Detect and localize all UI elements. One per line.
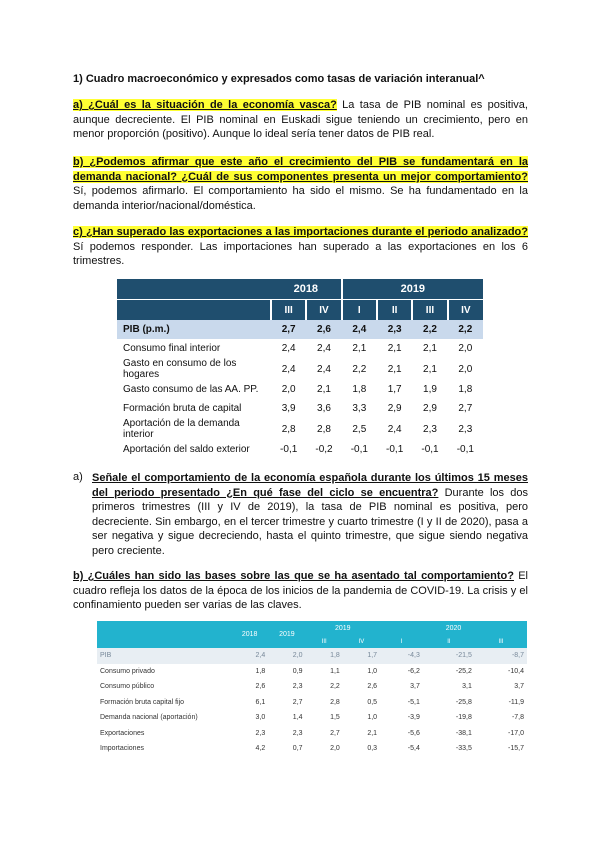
table-cell: 2,4 — [281, 343, 296, 354]
table-cell: -10,4 — [508, 667, 524, 675]
quarter-header: IV — [343, 635, 380, 648]
table-cell: 2,5 — [352, 423, 367, 435]
row-label: Gasto consumo de las AA. PP. — [123, 384, 259, 395]
quarter-header: I — [342, 300, 377, 321]
table-cell: 1,9 — [423, 384, 437, 395]
table-cell: 1,0 — [367, 667, 378, 675]
table-cell: -5,1 — [407, 698, 420, 706]
table-cell: -0,1 — [386, 444, 404, 455]
macro-table-spain — [97, 621, 527, 757]
table-cell: -0,1 — [421, 444, 439, 455]
row-label: Importaciones — [100, 745, 144, 753]
table-cell: -3,9 — [407, 714, 420, 722]
table-cell: 2,6 — [255, 683, 266, 691]
group-header: 2019 — [306, 621, 381, 635]
corner-cell — [97, 621, 231, 648]
table-cell: 1,5 — [330, 714, 340, 722]
table-row — [97, 695, 527, 711]
table-cell: 2,7 — [330, 729, 340, 737]
table-cell: -33,5 — [455, 745, 472, 753]
row-label: Aportación de la demanda interior — [123, 418, 240, 440]
table-cell: -17,0 — [508, 729, 524, 737]
table-cell: -5,6 — [407, 729, 420, 737]
row-label: Formación bruta de capital — [123, 403, 242, 414]
table-cell: 2,3 — [377, 320, 412, 339]
table-cell: 2,1 — [387, 363, 402, 375]
table-row — [97, 679, 527, 695]
table-cell: 2,0 — [281, 384, 296, 395]
corner-cell — [117, 279, 271, 300]
table-cell: 0,9 — [292, 667, 303, 675]
table-cell: 2,8 — [317, 423, 331, 435]
table-cell: 2,1 — [423, 343, 437, 354]
table-cell: 1,8 — [306, 648, 343, 664]
table-cell: -7,8 — [511, 714, 524, 722]
question-e-block — [73, 569, 528, 613]
table-cell: 2,2 — [352, 363, 367, 375]
table-cell: 2,3 — [292, 683, 303, 691]
table-cell: 1,8 — [458, 384, 473, 395]
table-cell: 3,7 — [410, 683, 420, 691]
answer-c: Sí podemos responder. Las importaciones han superado a las exportaciones en los 6 trimestres. — [73, 240, 528, 268]
table-cell: 3,3 — [352, 403, 367, 414]
table-cell: 1,1 — [330, 667, 340, 675]
question-e: b) ¿Cuáles han sido las bases sobre las que se ha asentado tal comportamiento? — [73, 570, 514, 582]
quarter-header: IV — [306, 300, 341, 321]
quarter-header: III — [412, 300, 447, 321]
table-cell: 2,1 — [317, 384, 331, 395]
group-header: 2020 — [380, 621, 527, 635]
table-cell: 2,6 — [306, 320, 341, 339]
table-row — [117, 339, 483, 358]
table-cell: -19,8 — [455, 714, 472, 722]
year-header: 2018 — [271, 279, 342, 300]
annual-header: 2018 — [231, 621, 268, 648]
table-cell: -0,1 — [280, 444, 298, 455]
table-cell: 1,0 — [367, 714, 378, 722]
answer-d: Durante los dos primeros trimestres (III y IV de 2019), la tasa de PIB nominal es positiva, pero decreciente. Sin embargo, en el tercer trimestre y cuarto trimestre (I y II de 2020), pasa a ser negativa y sigue decreciendo, hasta el quinto trimestre, que sigue siendo negativa pero creciente. — [92, 486, 528, 557]
quarter-header: III — [271, 300, 306, 321]
table-cell: 2,0 — [268, 648, 305, 664]
table-cell: -5,4 — [407, 745, 420, 753]
table-cell: 0,7 — [292, 745, 303, 753]
table-cell: 2,6 — [367, 683, 378, 691]
table-row — [97, 741, 527, 757]
table-cell: 1,4 — [292, 714, 303, 722]
table-cell: -25,2 — [455, 667, 472, 675]
table-cell: 6,1 — [255, 698, 266, 706]
year-header: 2019 — [342, 279, 483, 300]
row-label: Consumo privado — [100, 667, 155, 675]
table-cell: 3,0 — [255, 714, 266, 722]
question-d-block — [92, 471, 528, 559]
row-label: Gasto en consumo de los hogares — [123, 358, 237, 380]
row-label: Demanda nacional (aportación) — [100, 714, 198, 722]
question-b-block — [73, 155, 528, 213]
table-cell: 2,3 — [255, 729, 266, 737]
table-cell: 3,1 — [462, 683, 472, 691]
row-label: Exportaciones — [100, 729, 145, 737]
table-cell: 1,8 — [352, 384, 367, 395]
list-marker: a) — [73, 471, 83, 483]
table-cell: 0,5 — [367, 698, 378, 706]
table-row — [117, 358, 483, 380]
table-cell: -0,1 — [350, 444, 368, 455]
row-label: PIB (p.m.) — [117, 320, 271, 339]
question-c: c) ¿Han superado las exportaciones a las importaciones durante el periodo analizado? — [73, 226, 528, 238]
table-cell: -0,1 — [456, 444, 474, 455]
row-label: Consumo final interior — [123, 343, 221, 354]
macro-table-euskadi — [117, 279, 483, 459]
table-row — [117, 320, 483, 339]
table-cell: 1,7 — [343, 648, 380, 664]
table-row — [97, 648, 527, 664]
table-cell: 1,7 — [387, 384, 402, 395]
question-c-block — [73, 225, 528, 269]
table-cell: 0,3 — [367, 745, 378, 753]
table-cell: 2,1 — [352, 343, 367, 354]
table-cell: 3,9 — [281, 403, 296, 414]
row-label: Aportación del saldo exterior — [123, 444, 250, 455]
table-row — [117, 380, 483, 399]
quarter-header: II — [377, 300, 412, 321]
table-cell: 2,4 — [317, 363, 331, 375]
question-d: Señale el comportamiento de la economía española durante los últimos 15 meses del periodo presentado ¿En qué fase del ciclo se encuentra? — [92, 472, 528, 499]
table-cell: 2,2 — [448, 320, 483, 339]
table-cell: 2,0 — [458, 363, 473, 375]
table-cell: -11,9 — [508, 698, 524, 706]
quarter-header: III — [475, 635, 527, 648]
table-row — [97, 710, 527, 726]
table-row — [97, 664, 527, 680]
table-cell: 2,4 — [281, 363, 296, 375]
table-cell: 2,0 — [330, 745, 340, 753]
table-cell: 2,1 — [387, 343, 402, 354]
table-cell: 3,6 — [317, 403, 331, 414]
table-cell: 2,4 — [387, 423, 402, 435]
quarter-header: I — [380, 635, 423, 648]
table-cell: 2,3 — [292, 729, 303, 737]
answer-b: Sí, podemos afirmarlo. El comportamiento ha sido el mismo. Se ha fundamentado en la demanda interior/nacional/doméstica. — [73, 185, 528, 212]
question-b: b) ¿Podemos afirmar que este año el crecimiento del PIB se fundamentará en la demanda nacional? ¿Cuál de sus componentes presenta un mejor comportamiento? — [73, 156, 528, 183]
table-cell: -0,2 — [315, 444, 333, 455]
table-cell: 2,7 — [292, 698, 303, 706]
table-row — [117, 418, 483, 440]
table-cell: -38,1 — [455, 729, 472, 737]
table-cell: -15,7 — [508, 745, 524, 753]
table-row — [117, 399, 483, 418]
answer-a: La tasa de PIB nominal es positiva, aunque decreciente. El PIB nominal en Euskadi sigue teniendo un crecimiento, pero en menor proporción (positivo). Aunque lo ideal sería tener datos de PIB real. — [73, 99, 528, 141]
table-row — [97, 726, 527, 742]
table-cell: 2,1 — [367, 729, 378, 737]
table-cell: 2,8 — [330, 698, 340, 706]
quarter-header: II — [423, 635, 475, 648]
row-label: Consumo público — [100, 683, 155, 691]
table-cell: 2,2 — [330, 683, 340, 691]
table-cell: 2,4 — [342, 320, 377, 339]
table-cell: 4,2 — [255, 745, 266, 753]
table-cell: 2,0 — [458, 343, 473, 354]
table-cell: 2,3 — [423, 423, 437, 435]
table-cell: 2,9 — [423, 403, 437, 414]
table-cell: 2,3 — [458, 423, 473, 435]
table-cell: 2,4 — [317, 343, 331, 354]
table-cell: 2,4 — [231, 648, 268, 664]
table-cell: -21,5 — [423, 648, 475, 664]
row-label: PIB — [97, 648, 231, 664]
quarter-header: III — [306, 635, 343, 648]
answer-e: El cuadro refleja los datos de la época de los inicios de la pandemia de COVID-19. La crisis y el confinamiento pueden ser varias de las claves. — [73, 570, 528, 612]
table-cell: -4,3 — [380, 648, 423, 664]
section-heading: 1) Cuadro macroeconómico y expresados como tasas de variación interanual^ — [73, 73, 485, 85]
corner-cell — [117, 300, 271, 321]
annual-header: 2019 — [268, 621, 305, 648]
table-cell: -6,2 — [407, 667, 420, 675]
question-a-block — [73, 98, 528, 142]
table-cell: 2,8 — [281, 423, 296, 435]
table-cell: -8,7 — [475, 648, 527, 664]
table-cell: 2,7 — [271, 320, 306, 339]
question-a: a) ¿Cuál es la situación de la economía vasca? — [73, 99, 337, 111]
table-row — [117, 440, 483, 459]
table-cell: 2,7 — [458, 403, 473, 414]
row-label: Formación bruta capital fijo — [100, 698, 185, 706]
table-cell: 1,8 — [255, 667, 266, 675]
table-cell: -25,8 — [455, 698, 472, 706]
table-cell: 3,7 — [514, 683, 524, 691]
quarter-header: IV — [448, 300, 483, 321]
table-cell: 2,1 — [423, 363, 437, 375]
table-cell: 2,9 — [387, 403, 402, 414]
table-cell: 2,2 — [412, 320, 447, 339]
